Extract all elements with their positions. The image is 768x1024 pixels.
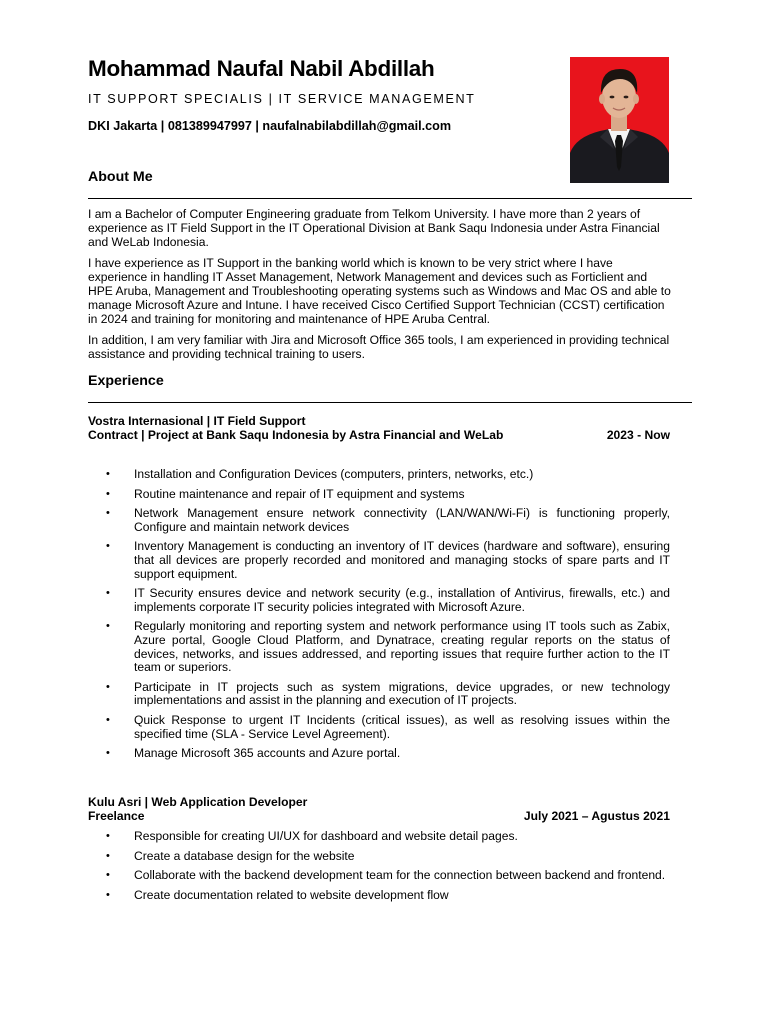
job-2-bullet-list (88, 830, 670, 902)
experience-section-title: Experience (88, 373, 164, 389)
list-item: • Installation and Configuration Devices (computers, printers, networks, etc.) (88, 468, 670, 482)
job-2-company-role: Kulu Asri | Web Application Developer (88, 795, 308, 809)
job-2-date: July 2021 – Agustus 2021 (523, 809, 670, 823)
list-item: • Quick Response to urgent IT Incidents (critical issues), as well as resolving issues within the specified time (SLA - Service Level Agreement). (88, 714, 670, 741)
job-2-detail-row (88, 809, 670, 823)
about-section-title: About Me (88, 169, 153, 185)
list-item: • Routine maintenance and repair of IT equipment and systems (88, 488, 670, 502)
list-item: • Collaborate with the backend development team for the connection between backend and frontend. (88, 869, 670, 883)
list-item: • Create documentation related to website development flow (88, 889, 670, 903)
about-paragraph-3: In addition, I am very familiar with Jira and Microsoft Office 365 tools, I am experienced in providing technical assistance and providing technical training to users. (88, 333, 670, 361)
experience-divider (88, 402, 692, 403)
about-divider (88, 198, 692, 199)
list-item: • Network Management ensure network connectivity (LAN/WAN/Wi-Fi) is functioning properly, Configure and maintain network devices (88, 507, 670, 534)
about-paragraph-2: I have experience as IT Support in the banking world which is known to be very strict where I have experience in handling IT Asset Management, Network Management and devices such as Forticlient and HPE Aruba, Management and Troubleshooting operating systems such as Windows and Mac OS and able to manage Microsoft Azure and Intune. I have received Cisco Certified Support Technician (CCST) certification in 2024 and training for monitoring and maintenance of HPE Aruba Central. (88, 256, 671, 326)
job-1-company-role: Vostra Internasional | IT Field Support (88, 414, 306, 428)
candidate-name: Mohammad Naufal Nabil Abdillah (88, 56, 435, 81)
contact-info: DKI Jakarta | 081389947997 | naufalnabilabdillah@gmail.com (88, 119, 452, 133)
list-item: • Participate in IT projects such as system migrations, device upgrades, or new technology implementations and assist in the planning and execution of IT projects. (88, 681, 670, 708)
list-item: • Inventory Management is conducting an inventory of IT devices (hardware and software), ensuring that all devices are properly recorded and monitored and managing stocks of spare parts and IT support equipment. (88, 540, 670, 581)
job-2-detail: Freelance (88, 809, 145, 823)
job-1-detail-row (88, 428, 670, 442)
list-item: • Manage Microsoft 365 accounts and Azure portal. (88, 747, 670, 761)
profile-photo (570, 57, 669, 183)
profile-photo-illustration (570, 57, 669, 183)
list-item: • IT Security ensures device and network security (e.g., installation of Antivirus, firewalls, etc.) and implements corporate IT security policies integrated with Microsoft Azure. (88, 587, 670, 614)
job-title-subtitle: IT SUPPORT SPECIALIS | IT SERVICE MANAGEMENT (88, 92, 476, 106)
list-item: • Responsible for creating UI/UX for dashboard and website detail pages. (88, 830, 670, 844)
list-item: • Regularly monitoring and reporting system and network performance using IT tools such as Zabix, Azure portal, Google Cloud Platform, and Dynatrace, creating regular reports on the status of devices, networks, and issues addressed, and reporting issues that require further action to the IT team or superiors. (88, 620, 670, 674)
job-1-date: 2023 - Now (606, 428, 670, 442)
about-paragraph-1: I am a Bachelor of Computer Engineering graduate from Telkom University. I have more than 2 years of experience as IT Field Support in the IT Operational Division at Bank Saqu Indonesia under Astra Financial and WeLab Indonesia. (88, 207, 660, 249)
job-1-detail: Contract | Project at Bank Saqu Indonesia by Astra Financial and WeLab (88, 428, 504, 442)
list-item: • Create a database design for the website (88, 850, 670, 864)
job-1-bullet-list (88, 468, 670, 761)
